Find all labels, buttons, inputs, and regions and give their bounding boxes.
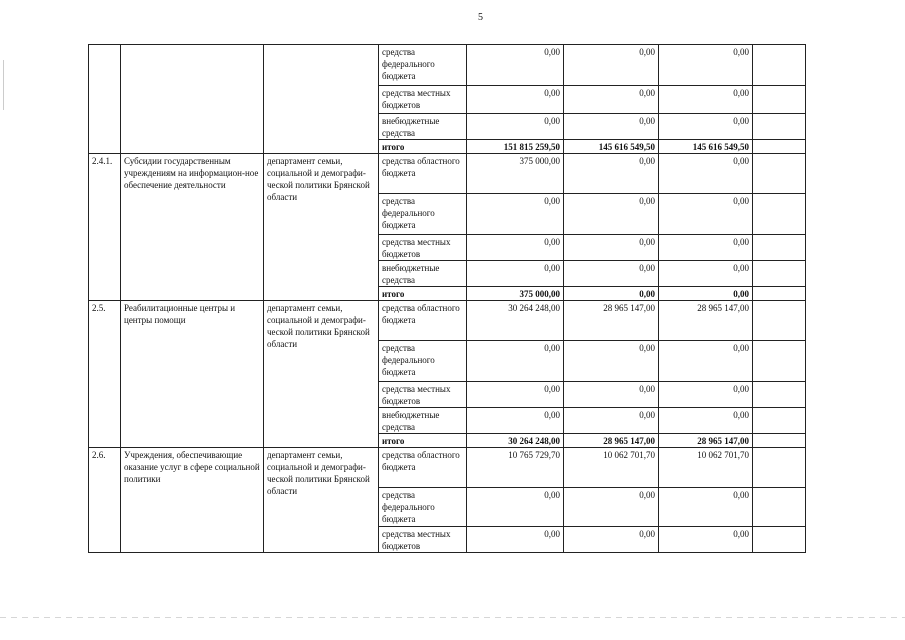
- table-row: [89, 448, 806, 488]
- total-value-cell: 0,00: [659, 287, 753, 301]
- note-cell: [753, 382, 806, 408]
- value-cell: 0,00: [659, 114, 753, 140]
- row-number-cell: [89, 45, 121, 154]
- value-cell: 0,00: [564, 45, 659, 86]
- value-cell: 0,00: [564, 114, 659, 140]
- value-cell: 0,00: [467, 382, 564, 408]
- value-cell: 0,00: [659, 154, 753, 194]
- value-cell: 0,00: [564, 341, 659, 382]
- source-regional: средства областного бюджета: [379, 301, 467, 341]
- value-cell: 0,00: [564, 86, 659, 114]
- value-cell: 0,00: [659, 86, 753, 114]
- note-cell: [753, 408, 806, 434]
- row-number-cell: 2.6.: [89, 448, 121, 553]
- row-number-cell: 2.5.: [89, 301, 121, 448]
- value-cell: 10 062 701,70: [659, 448, 753, 488]
- value-cell: 0,00: [467, 261, 564, 287]
- note-cell: [753, 86, 806, 114]
- value-cell: 30 264 248,00: [467, 301, 564, 341]
- budget-table: [88, 44, 806, 553]
- note-cell: [753, 114, 806, 140]
- scan-artifact-edge: [3, 60, 4, 110]
- value-cell: 28 965 147,00: [564, 301, 659, 341]
- source-regional: средства областного бюджета: [379, 448, 467, 488]
- value-cell: 10 062 701,70: [564, 448, 659, 488]
- source-federal: средства федерального бюджета: [379, 341, 467, 382]
- source-local: средства местных бюджетов: [379, 235, 467, 261]
- value-cell: 0,00: [467, 86, 564, 114]
- value-cell: 0,00: [467, 114, 564, 140]
- value-cell: 0,00: [564, 194, 659, 235]
- table-row: [89, 301, 806, 341]
- value-cell: 10 765 729,70: [467, 448, 564, 488]
- executor-cell: департамент семьи, социальной и демографи-ческой политики Брянской области: [264, 301, 379, 448]
- note-cell: [753, 287, 806, 301]
- value-cell: 0,00: [659, 261, 753, 287]
- total-value-cell: 145 616 549,50: [659, 140, 753, 154]
- value-cell: 0,00: [564, 261, 659, 287]
- value-cell: 0,00: [564, 488, 659, 527]
- row-number-cell: 2.4.1.: [89, 154, 121, 301]
- source-extra: внебюджетные средства: [379, 408, 467, 434]
- total-value-cell: 28 965 147,00: [564, 434, 659, 448]
- table-row: [89, 45, 806, 86]
- note-cell: [753, 45, 806, 86]
- note-cell: [753, 448, 806, 488]
- measure-name-cell: Учреждения, обеспечивающие оказание услуг в сфере социальной политики: [121, 448, 264, 553]
- note-cell: [753, 488, 806, 527]
- table-row: [89, 154, 806, 194]
- value-cell: 0,00: [467, 45, 564, 86]
- value-cell: 0,00: [564, 527, 659, 553]
- source-total: итого: [379, 287, 467, 301]
- total-value-cell: 151 815 259,50: [467, 140, 564, 154]
- total-value-cell: 28 965 147,00: [659, 434, 753, 448]
- source-extra: внебюджетные средства: [379, 114, 467, 140]
- executor-cell: департамент семьи, социальной и демографи-ческой политики Брянской области: [264, 154, 379, 301]
- note-cell: [753, 301, 806, 341]
- value-cell: 0,00: [564, 382, 659, 408]
- value-cell: 0,00: [564, 408, 659, 434]
- measure-name-cell: Субсидии государственным учреждениям на информацион-ное обеспечение деятельности: [121, 154, 264, 301]
- value-cell: 0,00: [659, 235, 753, 261]
- source-regional: средства областного бюджета: [379, 154, 467, 194]
- value-cell: 0,00: [467, 194, 564, 235]
- value-cell: 0,00: [659, 527, 753, 553]
- value-cell: 0,00: [659, 194, 753, 235]
- note-cell: [753, 527, 806, 553]
- value-cell: 0,00: [564, 154, 659, 194]
- source-local: средства местных бюджетов: [379, 382, 467, 408]
- value-cell: 0,00: [467, 527, 564, 553]
- page-number: 5: [478, 12, 483, 23]
- source-federal: средства федерального бюджета: [379, 194, 467, 235]
- total-value-cell: 0,00: [564, 287, 659, 301]
- note-cell: [753, 434, 806, 448]
- note-cell: [753, 341, 806, 382]
- value-cell: 0,00: [467, 235, 564, 261]
- total-value-cell: 145 616 549,50: [564, 140, 659, 154]
- source-federal: средства федерального бюджета: [379, 488, 467, 527]
- value-cell: 0,00: [659, 488, 753, 527]
- measure-name-cell: [121, 45, 264, 154]
- value-cell: 0,00: [467, 408, 564, 434]
- executor-cell: департамент семьи, социальной и демографи-ческой политики Брянской области: [264, 448, 379, 553]
- note-cell: [753, 235, 806, 261]
- source-local: средства местных бюджетов: [379, 86, 467, 114]
- source-total: итого: [379, 140, 467, 154]
- value-cell: 28 965 147,00: [659, 301, 753, 341]
- total-value-cell: 375 000,00: [467, 287, 564, 301]
- value-cell: 0,00: [659, 45, 753, 86]
- source-total: итого: [379, 434, 467, 448]
- value-cell: 0,00: [467, 341, 564, 382]
- note-cell: [753, 194, 806, 235]
- source-federal: средства федерального бюджета: [379, 45, 467, 86]
- scan-artifact-line: [0, 617, 905, 618]
- value-cell: 0,00: [659, 382, 753, 408]
- value-cell: 375 000,00: [467, 154, 564, 194]
- value-cell: 0,00: [467, 488, 564, 527]
- value-cell: 0,00: [659, 408, 753, 434]
- note-cell: [753, 261, 806, 287]
- note-cell: [753, 140, 806, 154]
- value-cell: 0,00: [564, 235, 659, 261]
- total-value-cell: 30 264 248,00: [467, 434, 564, 448]
- value-cell: 0,00: [659, 341, 753, 382]
- source-local: средства местных бюджетов: [379, 527, 467, 553]
- source-extra: внебюджетные средства: [379, 261, 467, 287]
- measure-name-cell: Реабилитационные центры и центры помощи: [121, 301, 264, 448]
- note-cell: [753, 154, 806, 194]
- executor-cell: [264, 45, 379, 154]
